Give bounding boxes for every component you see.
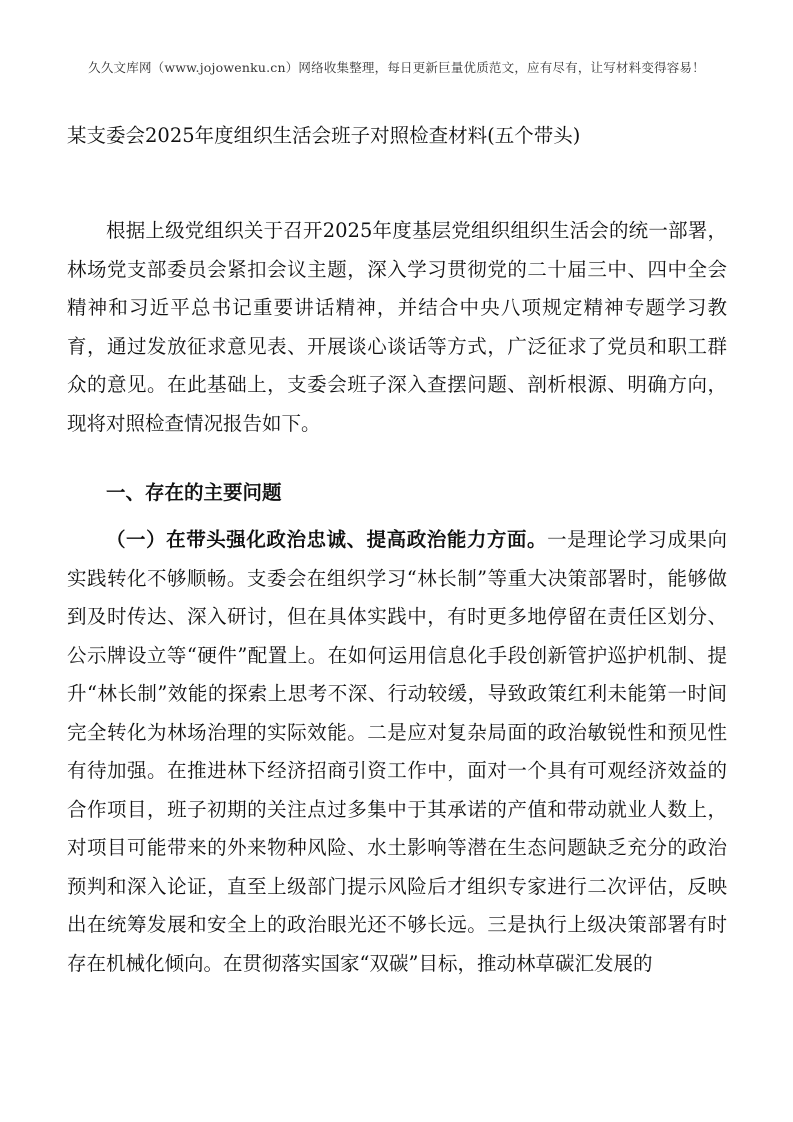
item-lead: （一）在带头强化政治忠诚、提高政治能力方面。 bbox=[106, 528, 548, 551]
item-paragraph bbox=[67, 521, 727, 983]
document-title: 某支委会2025年度组织生活会班子对照检查材料(五个带头) bbox=[67, 124, 581, 147]
header-note: 久久文库网（www.jojowenku.cn）网络收集整理，每日更新巨量优质范文，应有尽有，让写材料变得容易！ bbox=[88, 60, 705, 75]
intro-paragraph: 根据上级党组织关于召开2025年度基层党组织组织生活会的统一部署，林场党支部委员会紧扣会议主题，深入学习贯彻党的二十届三中、四中全会精神和习近平总书记重要讲话精神，并结合中央八项规定精神专题学习教育，通过发放征求意见表、开展谈心谈话等方式，广泛征求了党员和职工群众的意见。在此基础上，支委会班子深入查摆问题、剖析根源、明确方向，现将对照检查情况报告如下。 bbox=[67, 219, 727, 435]
section-heading: 一、存在的主要问题 bbox=[106, 481, 282, 504]
item-text: 一是理论学习成果向实践转化不够顺畅。支委会在组织学习“林长制”等重大决策部署时，能够做到及时传达、深入研讨，但在具体实践中，有时更多地停留在责任区划分、公示牌设立等“硬件”配置上。在如何运用信息化手段创新管护巡护机制、提升“林长制”效能的探索上思考不深、行动较缓，导致政策红利未能第一时间完全转化为林场治理的实际效能。二是应对复杂局面的政治敏锐性和预见性有待加强。在推进林下经济招商引资工作中，面对一个具有可观经济效益的合作项目，班子初期的关注点过多集中于其承诺的产值和带动就业人数上，对项目可能带来的外来物种风险、水土影响等潜在生态问题缺乏充分的政治预判和深入论证，直至上级部门提示风险后才组织专家进行二次评估，反映出在统筹发展和安全上的政治眼光还不够长远。三是执行上级决策部署有时存在机械化倾向。在贯彻落实国家“双碳”目标，推动林草碳汇发展的 bbox=[67, 528, 727, 975]
